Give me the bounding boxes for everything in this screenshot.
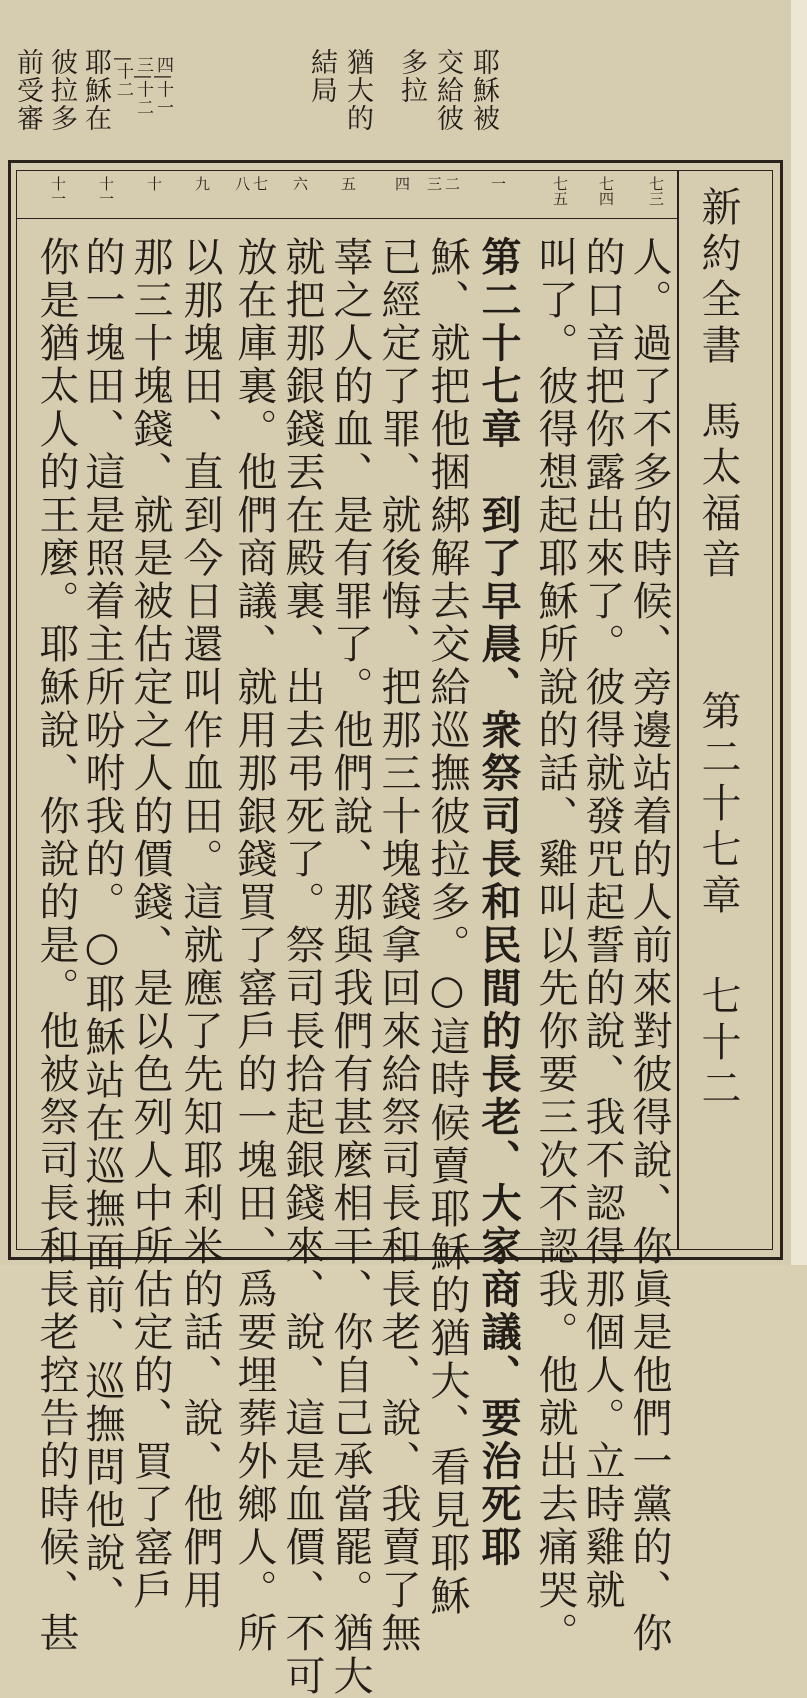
verse-number: 十 bbox=[145, 176, 163, 191]
header-note: 彼拉多 bbox=[46, 48, 77, 132]
chapter-start-column: 第二十七章 到了早晨、衆祭司長和民間的長老、大家商議、要治死耶 bbox=[475, 236, 522, 1569]
verse-number: 九 bbox=[193, 176, 211, 191]
header-note: 結局 bbox=[306, 48, 337, 104]
verse-number: 四 bbox=[393, 176, 411, 191]
verse-number: 十一 bbox=[49, 176, 67, 206]
verse-number: 七三 bbox=[647, 176, 665, 206]
verse-number: 七五 bbox=[551, 176, 569, 206]
text-column: 的口音把你露出來了。彼得就發咒起誓的說、我不認得那個人。立時雞就 bbox=[579, 236, 625, 1612]
text-column: 穌、就把他捆綁解去交給巡撫彼拉多。○這時候賣耶穌的猶大、看見耶穌 bbox=[424, 236, 470, 1618]
verse-number: 三 bbox=[425, 176, 443, 191]
text-column: 人。過了不多的時候、旁邊站着的人前來對彼得說、你眞是他們一黨的、你 bbox=[626, 236, 672, 1655]
text-column: 辜之人的血、是有罪了。他們說、那與我們有甚麼相干、你自己承當罷。猶大 bbox=[327, 236, 373, 1698]
header-note: 多拉 bbox=[396, 48, 427, 104]
header-ref: 四|十一 bbox=[153, 56, 173, 117]
verse-number-rule bbox=[16, 218, 677, 219]
verse-number: 一 bbox=[489, 176, 507, 191]
text-column: 你是猶太人的王麼。耶穌說、你說的是。他被祭司長和長老控告的時候、甚 bbox=[33, 236, 79, 1655]
verse-number: 七四 bbox=[597, 176, 615, 206]
header-note: 耶穌被 bbox=[468, 48, 499, 132]
text-column: 已經定了罪、就後悔、把那三十塊錢拿回來給祭司長和長老、說、我賣了無 bbox=[375, 236, 421, 1655]
side-divider bbox=[677, 170, 679, 1250]
text-column: 那三十塊錢、就是被估定之人的價錢、是以色列人中所估定的、買了窰戶 bbox=[127, 236, 173, 1612]
book-title: 新約全書 bbox=[695, 186, 741, 370]
verse-number: 七 bbox=[251, 176, 269, 191]
header-note: 耶穌在 bbox=[80, 48, 111, 132]
verse-number: 五 bbox=[339, 176, 357, 191]
gospel-title: 馬太福音 bbox=[695, 400, 741, 584]
header-ref: |十二 bbox=[113, 56, 133, 99]
header-note: 交給彼 bbox=[432, 48, 463, 132]
header-ref: 三|十二 bbox=[133, 56, 153, 117]
page-number: 七十二 bbox=[695, 975, 741, 1113]
header-note: 猶大的 bbox=[342, 48, 373, 132]
verse-number: 六 bbox=[291, 176, 309, 191]
header-note: 前受審 bbox=[12, 48, 43, 132]
verse-number: 十一 bbox=[97, 176, 115, 206]
verse-number: 二 bbox=[443, 176, 461, 191]
chapter-label: 第二十七章 bbox=[695, 690, 741, 920]
text-column: 放在庫裏。他們商議、就用那銀錢買了窰戶的一塊田、爲要埋葬外鄉人。所 bbox=[231, 236, 277, 1655]
text-column: 就把那銀錢丟在殿裏、出去弔死了。祭司長拾起銀錢來、說、這是血價、不可 bbox=[279, 236, 325, 1698]
text-column: 叫了。彼得想起耶穌所說的話、雞叫以先你要三次不認我。他就出去痛哭。 bbox=[532, 236, 578, 1655]
text-column: 以那塊田、直到今日還叫作血田。這就應了先知耶利米的話、說、他們用 bbox=[177, 236, 223, 1612]
text-column: 的一塊田、這是照着主所吩咐我的。○耶穌站在巡撫面前、巡撫問他說、 bbox=[79, 236, 125, 1618]
verse-number: 八 bbox=[233, 176, 251, 191]
